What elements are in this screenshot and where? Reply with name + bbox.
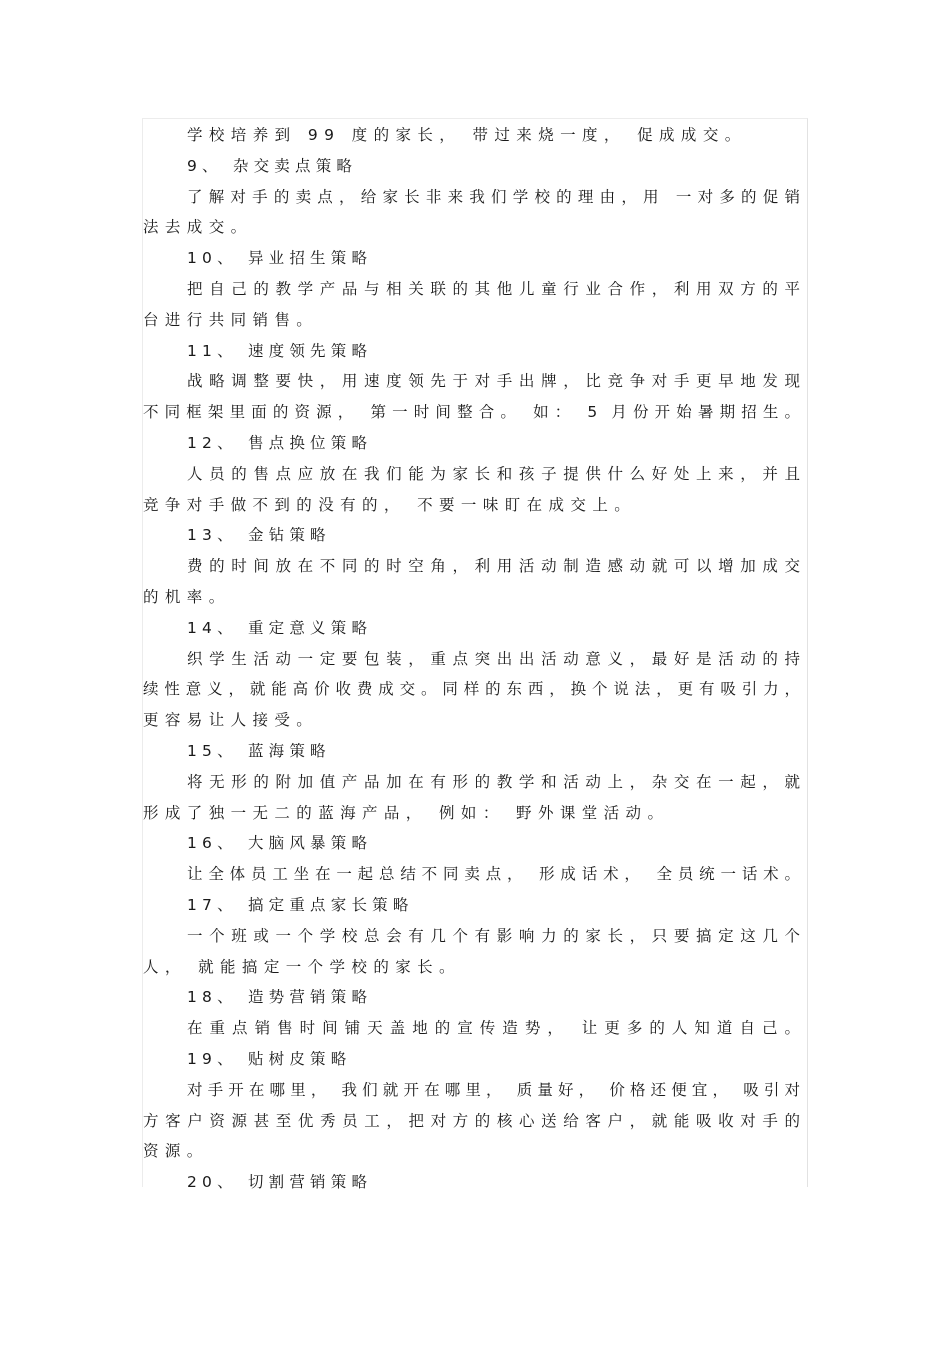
section-heading: 16、 大脑风暴策略 [187,834,373,853]
section-heading: 14、 重定意义策略 [187,618,373,637]
section-heading: 12、 售点换位策略 [187,433,373,452]
section-heading: 10、 异业招生策略 [187,249,373,268]
paragraph-first-line: 费的时间放在不同的时空角，利用活动制造感动就可以增加成交 [187,557,803,576]
paragraph-first-line: 一个班或一个学校总会有几个有影响力的家长，只要搞定这几个 [187,926,803,945]
paragraph-first-line: 织学生活动一定要包装，重点突出出活动意义，最好是活动的持 [187,649,803,668]
paragraph-line: 的机率。 [143,587,231,606]
paragraph-line: 人， 就能搞定一个学校的家长。 [143,957,461,976]
paragraph-first-line: 人员的售点应放在我们能为家长和孩子提供什么好处上来，并且 [187,464,803,483]
paragraph-first-line: 学校培养到 99 度的家长， 带过来烧一度， 促成成交。 [187,126,747,144]
paragraph-line: 法去成交。 [143,218,253,237]
paragraph-line: 台进行共同销售。 [143,310,319,329]
section-heading: 20、 切割营销策略 [187,1173,373,1192]
section-heading: 15、 蓝海策略 [187,741,331,760]
paragraph-line: 形成了独一无二的蓝海产品， 例如： 野外课堂活动。 [143,803,670,822]
paragraph-first-line: 了解对手的卖点，给家长非来我们学校的理由，用 一对多的促销 [187,187,803,206]
section-heading: 18、 造势营销策略 [187,988,373,1007]
paragraph-line: 更容易让人接受。 [143,711,319,730]
paragraph-first-line: 在重点销售时间铺天盖地的宣传造势， 让更多的人知道自己。 [187,1019,803,1038]
paragraph-first-line: 战略调整要快，用速度领先于对手出牌，比竞争对手更早地发现 [187,372,803,391]
section-heading: 17、 搞定重点家长策略 [187,895,414,914]
paragraph-first-line: 对手开在哪里， 我们就开在哪里， 质量好， 价格还便宜， 吸引对 [187,1080,803,1099]
section-heading: 19、 贴树皮策略 [187,1049,352,1068]
paragraph-line: 不同框架里面的资源， 第一时间整合。 如： 5 月份开始暑期招生。 [143,403,803,422]
document-body [143,120,803,1198]
paragraph-first-line: 让全体员工坐在一起总结不同卖点， 形成话术， 全员统一话术。 [187,865,803,884]
section-heading: 13、 金钻策略 [187,526,331,545]
paragraph-line: 方客户资源甚至优秀员工，把对方的核心送给客户，就能吸收对手的 [143,1111,803,1130]
paragraph-line: 竞争对手做不到的没有的， 不要一味盯在成交上。 [143,495,637,514]
section-heading: 11、 速度领先策略 [187,341,373,360]
section-heading: 9、 杂交卖点策略 [187,156,358,175]
paragraph-line: 资源。 [143,1142,209,1161]
paragraph-first-line: 将无形的附加值产品加在有形的教学和活动上，杂交在一起，就 [187,772,803,791]
paragraph-line: 续性意义，就能高价收费成交。同样的东西，换个说法，更有吸引力， [143,680,803,699]
paragraph-first-line: 把自己的教学产品与相关联的其他儿童行业合作，利用双方的平 [187,279,803,298]
